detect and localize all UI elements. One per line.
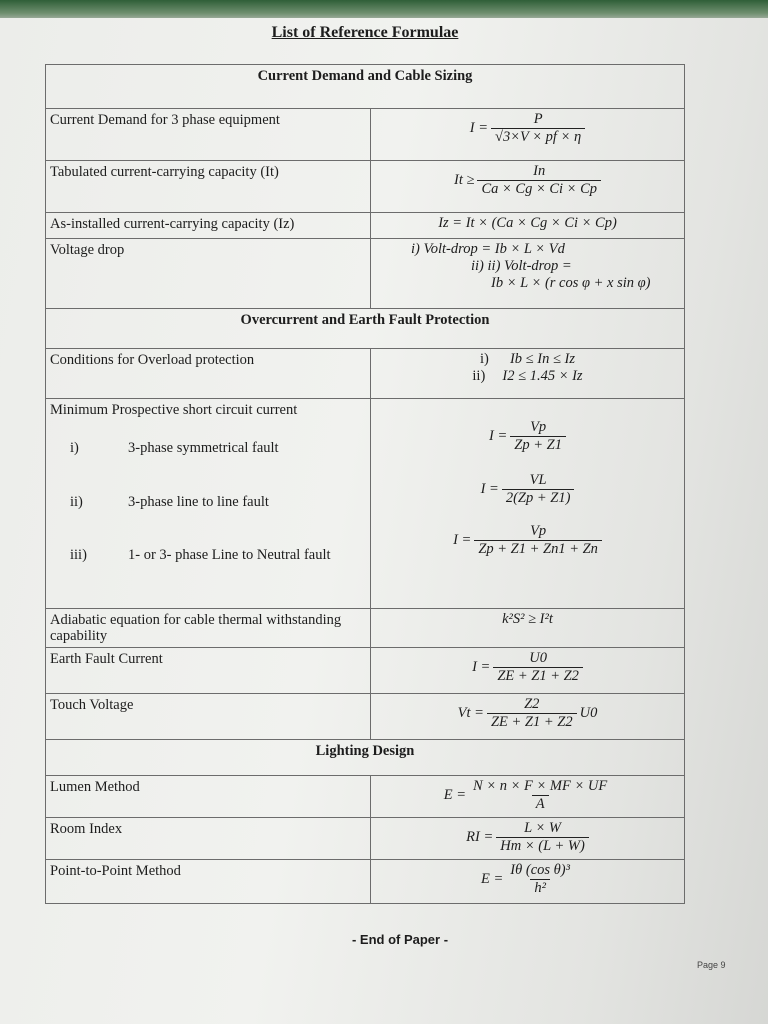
formula-voltage-drop: i) Volt-drop = Ib × L × Vd ii) ii) Volt-drop = Ib × L × (r cos φ + x sin φ) bbox=[371, 239, 685, 309]
section-heading-lighting: Lighting Design bbox=[46, 740, 685, 776]
row-label-voltage-drop: Voltage drop bbox=[46, 239, 371, 309]
row-label-adiabatic: Adiabatic equation for cable thermal withstanding capability bbox=[46, 609, 371, 648]
row-label-current-demand: Current Demand for 3 phase equipment bbox=[46, 109, 371, 161]
formula-tabulated-capacity: It ≥ $\frac{In}{Ca \times Cg \times Ci \times Cp}$ bbox=[371, 161, 685, 213]
row-label-point-to-point: Point-to-Point Method bbox=[46, 860, 371, 904]
page-number: Page 9 bbox=[697, 960, 726, 970]
row-label-lumen-method: Lumen Method bbox=[46, 776, 371, 818]
section-heading-current-demand: Current Demand and Cable Sizing bbox=[46, 65, 685, 109]
formula-room-index: RI = $\frac{L \times W}{Hm \times (L + W)}$ bbox=[371, 818, 685, 860]
reference-formulae-table bbox=[45, 64, 685, 904]
formula-touch-voltage: Vt = $\frac{Z2}{ZE + Z1 + Z2}$ U0 bbox=[371, 694, 685, 740]
row-label-installed-capacity: As-installed current-carrying capacity (Iz) bbox=[46, 213, 371, 239]
row-label-touch-voltage: Touch Voltage bbox=[46, 694, 371, 740]
formula-point-to-point: E = $\frac{\text{Iθ (cos θ)³}}{\text{h²}}$ bbox=[371, 860, 685, 904]
formula-earth-fault-current: I = $\frac{U0}{ZE + Z1 + Z2}$ bbox=[371, 648, 685, 694]
formula-adiabatic: k²S² ≥ I²t bbox=[371, 609, 685, 648]
row-label-overload-conditions: Conditions for Overload protection bbox=[46, 349, 371, 399]
formula-current-demand: I = $\frac{P}{√3\times V \times pf \times \eta}$ bbox=[371, 109, 685, 161]
row-label-earth-fault-current: Earth Fault Current bbox=[46, 648, 371, 694]
section-heading-overcurrent: Overcurrent and Earth Fault Protection bbox=[46, 309, 685, 349]
row-label-room-index: Room Index bbox=[46, 818, 371, 860]
formula-installed-capacity: Iz = It × (Ca × Cg × Ci × Cp) bbox=[371, 213, 685, 239]
formula-lumen-method: E = $\frac{N \times n \times F \times MF \times UF}{A}$ bbox=[371, 776, 685, 818]
document-title: List of Reference Formulae bbox=[271, 24, 459, 41]
formula-short-circuit: I = $\frac{Vp}{Zp + Z1}$ I = $\frac{VL}{2(Zp + Z1)}$ I = $\frac{Vp}{Zp + Z1 + Zn1 + Zn}$ bbox=[371, 399, 685, 609]
sub-item-line-to-neutral-fault: iii) 1- or 3- phase Line to Neutral fault bbox=[70, 546, 331, 563]
formula-overload-conditions: i) Ib ≤ In ≤ Iz ii) I2 ≤ 1.45 × Iz bbox=[371, 349, 685, 399]
row-label-short-circuit: Minimum Prospective short circuit current i) 3-phase symmetrical fault ii) 3-phase line to line fault iii) 1- or 3- phase Line to Neutral fault bbox=[46, 399, 371, 609]
end-of-paper-text: - End of Paper - bbox=[351, 932, 449, 947]
sub-item-symmetrical-fault: i) 3-phase symmetrical fault bbox=[70, 440, 279, 457]
row-label-tabulated-capacity: Tabulated current-carrying capacity (It) bbox=[46, 161, 371, 213]
sub-item-line-to-line-fault: ii) 3-phase line to line fault bbox=[70, 494, 269, 511]
